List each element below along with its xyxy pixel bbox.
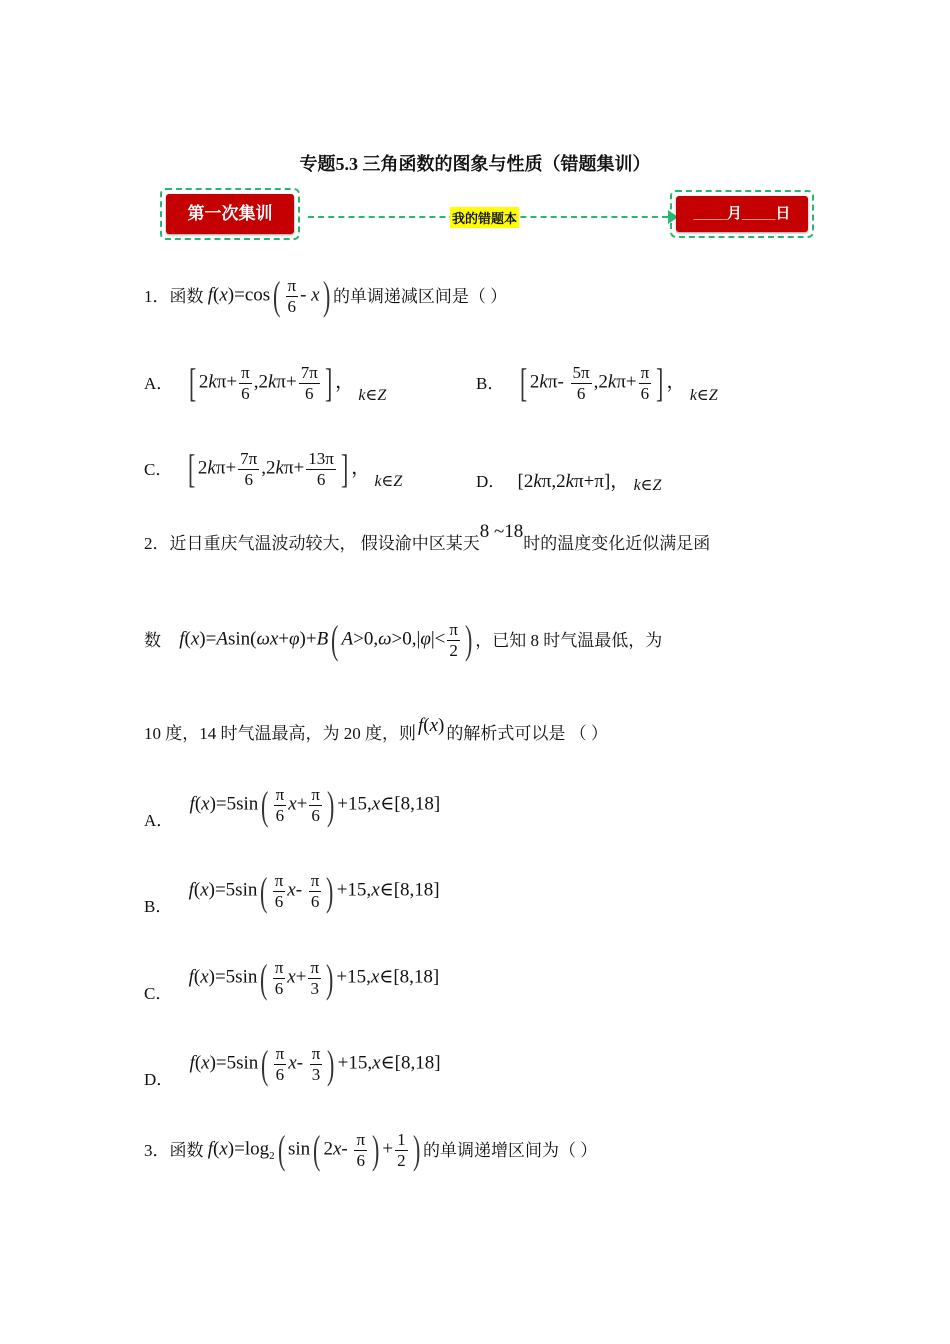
q2-number: 2． <box>144 534 170 553</box>
q2-line2-lead: 数 <box>144 630 161 650</box>
q1-tail: 的单调递减区间是（ ） <box>332 286 508 306</box>
question-2-line-3 <box>144 715 608 743</box>
q2-range: 8 ~18 <box>479 521 524 542</box>
q1-choice-b[interactable] <box>476 362 718 404</box>
choice-label: B． <box>476 373 505 393</box>
q2-choice-a[interactable] <box>144 782 440 829</box>
q2-line3: 10 度，14 时气温最高，为 20 度，则 <box>144 724 416 743</box>
q1-d-formula: [2kπ,2kπ+π]， <box>517 470 630 492</box>
q2-line1: 近日重庆气温波动较大， 假设渝中区某天 <box>169 534 480 553</box>
q1-lead: 函数 <box>169 286 204 306</box>
page-title: 专题5.3 三角函数的图象与性质（错题集训） <box>299 154 651 174</box>
q2-fx: f(x) <box>418 715 445 736</box>
choice-label: B． <box>144 897 173 916</box>
first-training-button[interactable]: 第一次集训 <box>166 194 294 234</box>
choice-label: C． <box>144 459 173 479</box>
date-frame <box>670 190 814 238</box>
q1-choice-c[interactable] <box>144 448 402 490</box>
q2-choice-b[interactable] <box>144 868 440 915</box>
q3-number: 3． <box>144 1140 170 1160</box>
q3-lead: 函数 <box>169 1140 204 1160</box>
kz-label: k∈Z <box>358 387 387 404</box>
choice-label: A． <box>144 373 174 393</box>
q1-b-formula: [ 2kπ- $\frac{5\pi}{6}$ ,2kπ+ $\frac{\pi}{6}$ ] ， <box>519 360 686 405</box>
q2-choice-d[interactable] <box>144 1041 441 1088</box>
q1-choice-d[interactable] <box>476 468 661 494</box>
kz-label: k∈Z <box>633 477 662 494</box>
q3-formula: $f(x)=\log_2$( sin( 2x- $\frac{\pi}{6}$ ) + $\frac{1}{2}$ ) <box>207 1127 420 1173</box>
q2-b-formula: f(x)=5sin( $\frac{\pi}{6}$ x- $\frac{\pi}{6}$ ) +15,x∈[8,18] <box>188 868 440 914</box>
q1-formula: f(x)=cos( $\frac{\pi}{6}$ - x) <box>207 273 330 319</box>
question-2-line-1 <box>144 521 711 553</box>
q2-c-formula: f(x)=5sin( $\frac{\pi}{6}$ x+ $\frac{\pi}{3}$ ) +15,x∈[8,18] <box>188 955 440 1001</box>
q2-d-formula: f(x)=5sin( $\frac{\pi}{6}$ x- $\frac{\pi}{3}$ ) +15,x∈[8,18] <box>189 1041 441 1087</box>
wrong-questions-label: 我的错题本 <box>450 207 519 228</box>
choice-label: D． <box>476 471 506 491</box>
q1-choice-a[interactable] <box>144 362 386 404</box>
choice-label: D． <box>144 1070 174 1089</box>
question-3 <box>144 1127 598 1173</box>
q2-line1-tail: 时的温度变化近似满足函 <box>523 534 711 553</box>
question-2-line-2 <box>144 617 663 663</box>
q3-tail: 的单调递增区间为（ ） <box>422 1140 598 1160</box>
q1-a-formula: [ 2kπ+ $\frac{\pi}{6}$ ,2kπ+ $\frac{7\pi}{6}$ ] ， <box>188 360 355 405</box>
choice-label: C． <box>144 984 173 1003</box>
q2-model-formula: f(x)=Asin(ωx+φ)+B( A>0,ω>0,|φ|< $\frac{\pi}{2}$ ) <box>179 617 473 663</box>
q1-number: 1． <box>144 286 170 306</box>
question-1 <box>144 273 508 330</box>
kz-label: k∈Z <box>374 473 403 490</box>
kz-label: k∈Z <box>689 387 718 404</box>
first-training-frame <box>160 188 300 240</box>
q1-c-formula: [ 2kπ+ $\frac{7\pi}{6}$ ,2kπ+ $\frac{13\pi}{6}$ ] ， <box>187 446 371 491</box>
q2-line3-tail: 的解析式可以是 （ ） <box>446 724 608 743</box>
q2-choice-c[interactable] <box>144 955 439 1002</box>
choice-label: A． <box>144 811 174 830</box>
q2-line2-tail: ，已知 8 时气温最低，为 <box>475 630 663 650</box>
q2-a-formula: f(x)=5sin( $\frac{\pi}{6}$ x+ $\frac{\pi}{6}$ ) +15,x∈[8,18] <box>189 782 441 828</box>
date-button[interactable]: ____月____日 <box>676 196 808 232</box>
training-banner <box>160 188 820 248</box>
